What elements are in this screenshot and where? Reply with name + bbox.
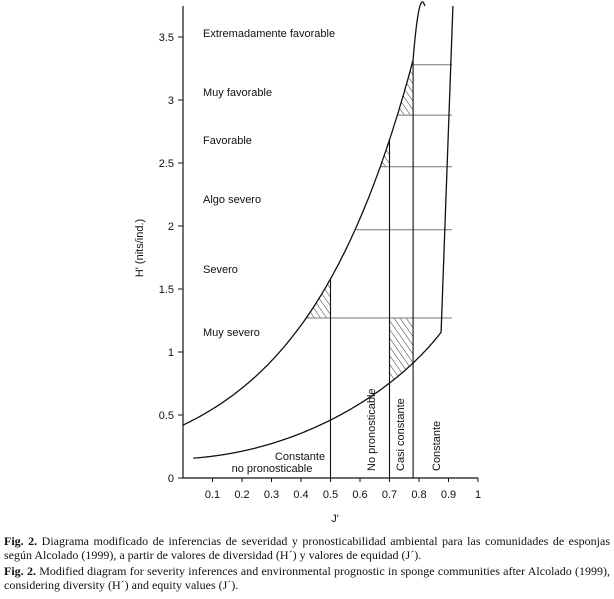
x-tick-group	[205, 478, 481, 501]
caption-english	[4, 564, 610, 592]
vertical-label-almost-constant: Casi constante	[395, 398, 407, 471]
vertical-label-not-predictable: No pronosticable	[366, 388, 378, 471]
zone-label-very-favorable: Muy favorable	[203, 87, 273, 99]
x-tick-label: 0.1	[204, 489, 221, 501]
y-tick-label: 2.5	[158, 158, 174, 170]
x-tick-label: 0.6	[352, 489, 368, 501]
zone-label-extremely-favorable: Extremadamente favorable	[203, 28, 336, 40]
x-axis-label: J'	[331, 513, 339, 525]
x-tick-label: 0.2	[234, 489, 250, 501]
threshold-lines	[306, 65, 452, 318]
x-tick-label: 0.4	[293, 489, 309, 501]
x-tick-label: 0.8	[411, 489, 427, 501]
zone-label-severe: Severo	[203, 264, 238, 276]
bottom-label-line1: Constante	[274, 451, 326, 463]
y-tick-label: 1.5	[158, 284, 174, 296]
x-tick-label: 0.7	[381, 489, 398, 501]
bottom-label-line2: no pronosticable	[231, 463, 313, 475]
y-tick-label: 2	[167, 221, 174, 233]
vertical-label-constant: Constante	[431, 420, 443, 471]
upper-limit-curve	[183, 2, 425, 425]
zone-label-favorable: Favorable	[203, 135, 252, 147]
y-axis-label: H' (nits/ind.)	[134, 218, 146, 278]
x-tick-label: 0.9	[440, 489, 457, 501]
y-tick-group	[159, 32, 183, 485]
caption-spanish-text: Diagrama modificado de inferencias de severidad y pronosticabilidad ambiental para las comunidades de esponjas según Alcolado (1999), a partir de valores de diversidad (H´) y valores de equidad (J´).	[4, 534, 610, 562]
y-tick-label: 0	[167, 473, 174, 485]
lower-limit-curve	[193, 6, 453, 458]
caption-english-prefix: Fig. 2.	[4, 564, 36, 578]
zone-label-very-severe: Muy severo	[203, 327, 260, 339]
hatched-transition-areas	[306, 65, 413, 383]
y-tick-label: 0.5	[158, 410, 174, 422]
zone-label-somewhat-severe: Algo severo	[203, 194, 262, 206]
y-tick-label: 3	[167, 95, 174, 107]
x-tick-label: 0.3	[263, 489, 280, 501]
y-tick-label: 3.5	[158, 32, 174, 44]
x-tick-label: 1	[474, 489, 482, 501]
caption-spanish-prefix: Fig. 2.	[4, 534, 38, 548]
caption-english-text: Modified diagram for severity inferences and environmental prognostic in sponge communities after Alcolado (1999), considering diversity (H´) and equity values (J´).	[4, 564, 611, 592]
y-tick-label: 1	[167, 347, 174, 359]
hatched-area	[398, 65, 413, 115]
x-tick-label: 0.5	[322, 489, 339, 501]
caption-spanish	[4, 534, 610, 562]
